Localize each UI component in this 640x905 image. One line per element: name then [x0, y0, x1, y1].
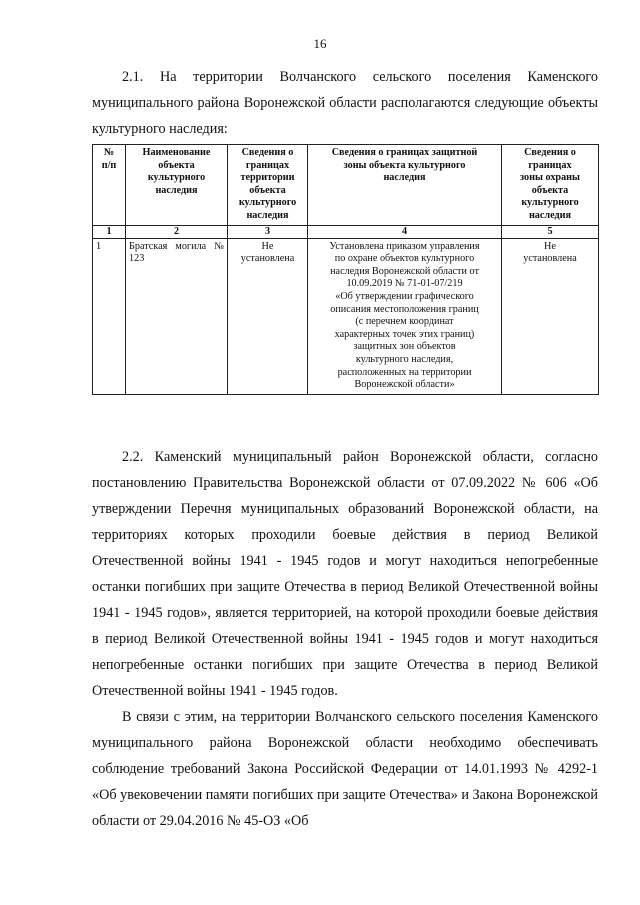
- column-number: 2: [126, 225, 228, 238]
- header-object-name: Наименование объекта культурного наследия: [126, 145, 228, 226]
- column-number: 3: [228, 225, 308, 238]
- header-security-zone: Сведения о границах зоны охраны объекта культурного наследия: [502, 145, 599, 226]
- header-territory-boundaries: Сведения о границах территории объекта культурного наследия: [228, 145, 308, 226]
- header-number: № п/п: [93, 145, 126, 226]
- paragraph-consequence: В связи с этим, на территории Волчанского сельского поселения Каменского муниципального района Воронежской области необходимо обеспечивать соблюдение требований Закона Российской Федерации от 14.01.1993 № 4292-1 «Об увековечении памяти погибших при защите Отечества» и Закона Воронежской области от 29.04.2016 № 45-ОЗ «Об: [92, 709, 598, 829]
- cell-protective-zone: Установлена приказом управления по охране объектов культурного наследия Воронежской области от 10.09.2019 № 71-01-07/219 «Об утверждении графического описания местоположения границ (с перечнем координат характерных точек этих границ) защитных зон объектов культурного наследия, расположенных на территории Воронежской области»: [308, 238, 502, 394]
- paragraph-2-2: 2.2. Каменский муниципальный район Воронежской области, согласно постановлению Правительства Воронежской области от 07.09.2022 № 606 «Об утверждении Перечня муниципальных образований Воронежской области, на территориях которых проходили боевые действия в период Великой Отечественной войны 1941 - 1945 годов и могут находиться непогребенные останки погибших при защите Отечества в период Великой Отечественной войны 1941 - 1945 годов», является территорией, на которой проходили боевые действия в период Великой Отечественной войны 1941 - 1945 годов и могут находиться непогребенные останки погибших при защите Отечества в период Великой Отечественной войны 1941 - 1945 годов.: [92, 449, 598, 699]
- cell-object-name: Братская могила № 123: [126, 238, 228, 394]
- cell-security-zone: Не установлена: [502, 238, 599, 394]
- paragraph-2-1: 2.1. На территории Волчанского сельского поселения Каменского муниципального района Воронежской области располагаются следующие объекты культурного наследия:: [92, 69, 598, 137]
- table-column-numbers-row: [93, 225, 599, 238]
- header-protective-zone: Сведения о границах защитной зоны объекта культурного наследия: [308, 145, 502, 226]
- column-number: 4: [308, 225, 502, 238]
- column-number: 1: [93, 225, 126, 238]
- table-row: [93, 238, 599, 394]
- cultural-heritage-table: [92, 144, 599, 395]
- table-header-row: [93, 145, 599, 226]
- page-number: 16: [313, 36, 327, 51]
- cell-territory: Не установлена: [228, 238, 308, 394]
- column-number: 5: [502, 225, 599, 238]
- cell-number: 1: [93, 238, 126, 394]
